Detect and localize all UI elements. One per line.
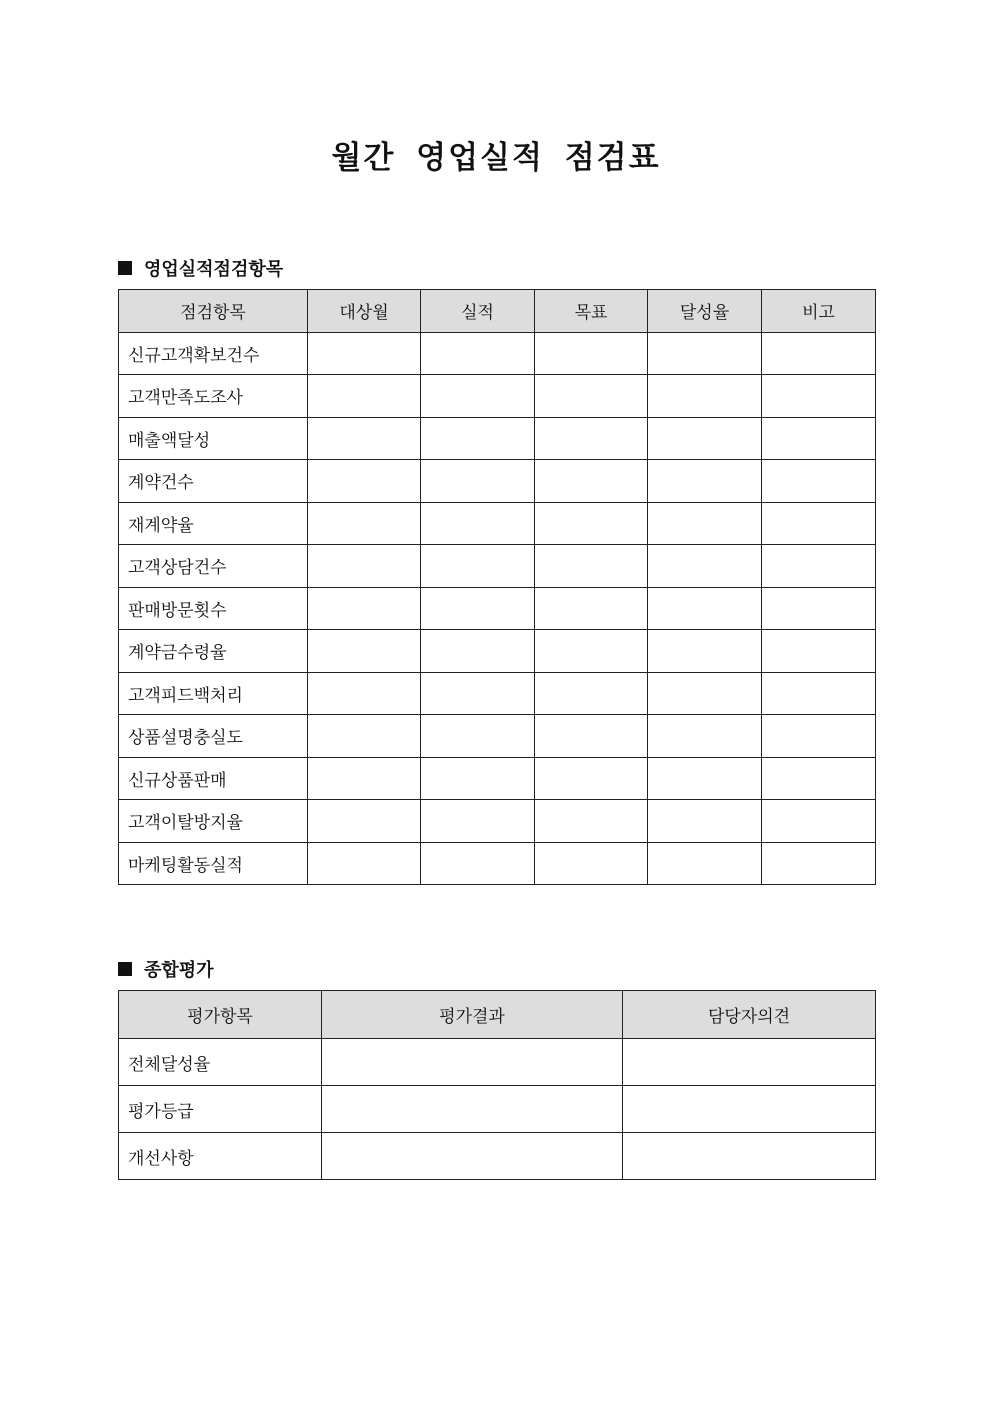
row-label: 신규상품판매 [119,757,308,800]
input-cell[interactable] [421,800,535,843]
input-cell[interactable] [762,757,876,800]
input-cell[interactable] [648,630,762,673]
sales-check-table [118,289,876,885]
row-label: 평가등급 [119,1086,322,1133]
row-label: 신규고객확보건수 [119,332,308,375]
table-row [119,332,876,375]
input-cell[interactable] [421,672,535,715]
overall-evaluation-table [118,990,876,1180]
input-cell[interactable] [535,672,648,715]
input-cell[interactable] [535,375,648,418]
input-cell[interactable] [762,332,876,375]
table-row [119,842,876,885]
input-cell[interactable] [421,375,535,418]
table-header-row [119,991,876,1039]
input-cell[interactable] [421,417,535,460]
input-cell[interactable] [308,460,421,503]
input-cell[interactable] [421,715,535,758]
table-row [119,630,876,673]
column-header: 달성율 [648,290,762,333]
input-cell[interactable] [648,545,762,588]
table-row [119,1086,876,1133]
input-cell[interactable] [535,842,648,885]
input-cell[interactable] [421,545,535,588]
input-cell[interactable] [648,800,762,843]
input-cell[interactable] [421,587,535,630]
input-cell[interactable] [762,630,876,673]
input-cell[interactable] [535,715,648,758]
input-cell[interactable] [322,1133,623,1180]
table-row [119,672,876,715]
input-cell[interactable] [648,332,762,375]
table-header-row [119,290,876,333]
input-cell[interactable] [308,587,421,630]
input-cell[interactable] [623,1133,876,1180]
row-label: 재계약율 [119,502,308,545]
input-cell[interactable] [535,800,648,843]
column-header: 목표 [535,290,648,333]
input-cell[interactable] [322,1039,623,1086]
input-cell[interactable] [762,375,876,418]
input-cell[interactable] [308,800,421,843]
input-cell[interactable] [648,417,762,460]
column-header: 평가항목 [119,991,322,1039]
input-cell[interactable] [308,417,421,460]
column-header: 비고 [762,290,876,333]
input-cell[interactable] [535,757,648,800]
input-cell[interactable] [535,630,648,673]
table-row [119,1039,876,1086]
input-cell[interactable] [308,672,421,715]
input-cell[interactable] [421,842,535,885]
input-cell[interactable] [421,502,535,545]
row-label: 계약건수 [119,460,308,503]
column-header: 평가결과 [322,991,623,1039]
table-row [119,502,876,545]
row-label: 전체달성율 [119,1039,322,1086]
input-cell[interactable] [762,460,876,503]
row-label: 고객만족도조사 [119,375,308,418]
input-cell[interactable] [308,757,421,800]
table-row [119,1133,876,1180]
input-cell[interactable] [308,332,421,375]
row-label: 판매방문횟수 [119,587,308,630]
row-label: 고객피드백처리 [119,672,308,715]
input-cell[interactable] [308,375,421,418]
input-cell[interactable] [648,842,762,885]
input-cell[interactable] [762,800,876,843]
table-row [119,800,876,843]
square-bullet-icon [118,261,132,275]
row-label: 마케팅활동실적 [119,842,308,885]
input-cell[interactable] [648,757,762,800]
row-label: 고객상담건수 [119,545,308,588]
input-cell[interactable] [762,502,876,545]
section-heading-sales-check [118,255,283,281]
section-heading-overall-evaluation [118,956,214,982]
section-heading-text: 영업실적점검항목 [144,259,284,280]
input-cell[interactable] [762,417,876,460]
input-cell[interactable] [535,545,648,588]
column-header: 점검항목 [119,290,308,333]
input-cell[interactable] [623,1039,876,1086]
input-cell[interactable] [762,672,876,715]
input-cell[interactable] [535,332,648,375]
input-cell[interactable] [648,460,762,503]
input-cell[interactable] [421,332,535,375]
table-row [119,715,876,758]
column-header: 실적 [421,290,535,333]
input-cell[interactable] [308,545,421,588]
input-cell[interactable] [421,460,535,503]
input-cell[interactable] [535,417,648,460]
input-cell[interactable] [535,502,648,545]
input-cell[interactable] [421,757,535,800]
input-cell[interactable] [308,502,421,545]
row-label: 고객이탈방지율 [119,800,308,843]
input-cell[interactable] [648,672,762,715]
input-cell[interactable] [648,375,762,418]
input-cell[interactable] [762,715,876,758]
square-bullet-icon [118,962,132,976]
input-cell[interactable] [623,1086,876,1133]
input-cell[interactable] [648,587,762,630]
column-header: 담당자의견 [623,991,876,1039]
page-title: 월간 영업실적 점검표 [331,140,661,176]
input-cell[interactable] [535,460,648,503]
table-row [119,375,876,418]
column-header: 대상월 [308,290,421,333]
input-cell[interactable] [648,502,762,545]
input-cell[interactable] [762,587,876,630]
input-cell[interactable] [762,842,876,885]
row-label: 매출액달성 [119,417,308,460]
table-row [119,757,876,800]
input-cell[interactable] [308,630,421,673]
section-heading-text: 종합평가 [144,960,214,981]
row-label: 상품설명충실도 [119,715,308,758]
input-cell[interactable] [308,715,421,758]
row-label: 개선사항 [119,1133,322,1180]
input-cell[interactable] [535,587,648,630]
table-row [119,545,876,588]
table-row [119,417,876,460]
input-cell[interactable] [762,545,876,588]
input-cell[interactable] [648,715,762,758]
table-row [119,460,876,503]
input-cell[interactable] [322,1086,623,1133]
row-label: 계약금수령율 [119,630,308,673]
input-cell[interactable] [308,842,421,885]
table-row [119,587,876,630]
input-cell[interactable] [421,630,535,673]
